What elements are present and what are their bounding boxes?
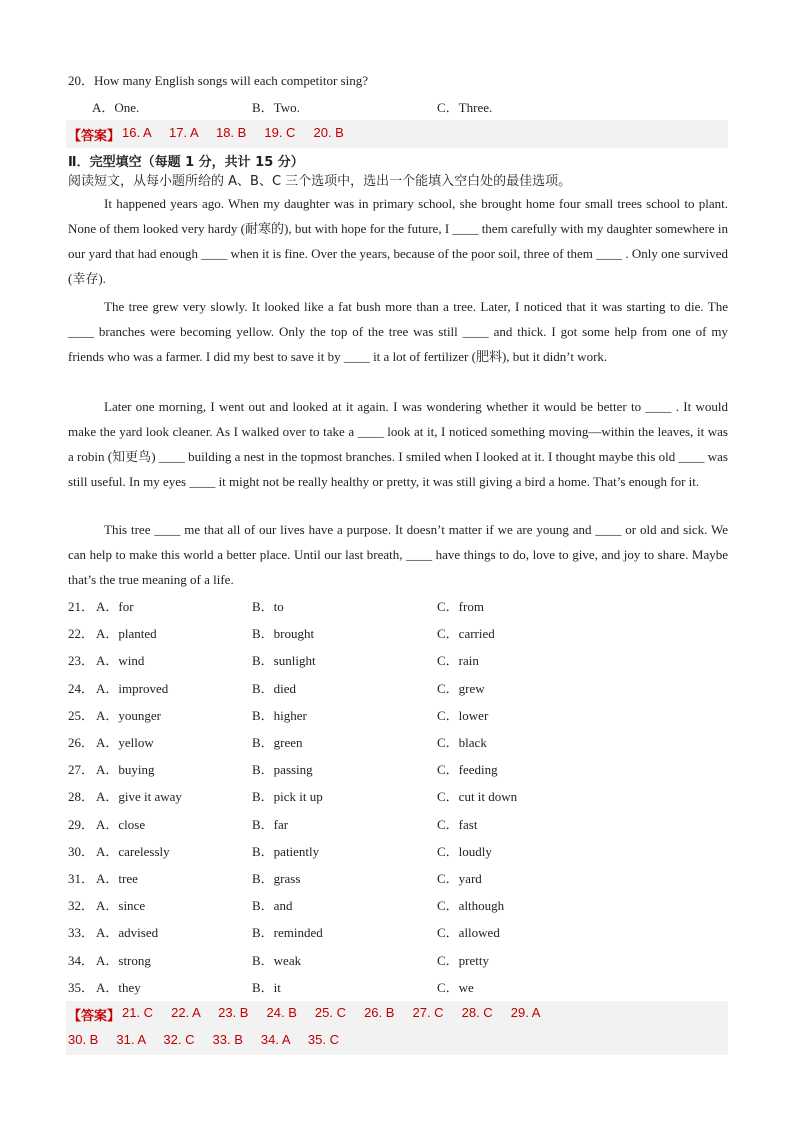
question-20-text: 20．How many English songs will each competitor sing? — [68, 73, 369, 88]
option-a: A．buying — [96, 762, 155, 777]
answer-line-1: 21. C 22. A 23. B 24. B 25. C 26. B 27. C 28. C 29. A — [122, 1005, 541, 1020]
question-number: 34． — [68, 953, 95, 968]
q20-option-c: C．Three. — [437, 100, 493, 115]
question-number: 32． — [68, 898, 95, 913]
answer-label: 【答案】 — [68, 1008, 121, 1023]
question-number: 27． — [68, 762, 95, 777]
section-title: Ⅱ．完型填空（每题 1 分，共计 15 分） — [68, 155, 304, 170]
option-a: A．they — [96, 980, 141, 995]
q20-option-b: B．Two. — [252, 100, 300, 115]
question-number: 33． — [68, 925, 95, 940]
option-b: B．higher — [252, 708, 307, 723]
question-number: 23． — [68, 653, 95, 668]
answer-box-2 — [66, 1001, 728, 1055]
option-c: C．carried — [437, 626, 495, 641]
answer-text: 16. A 17. A 18. B 19. C 20. B — [122, 125, 344, 140]
q20-option-a: A．One. — [92, 100, 140, 115]
section-instruction: 阅读短文，从每小题所给的 A、B、C 三个选项中，选出一个能填入空白处的最佳选项。 — [68, 174, 572, 189]
option-b: B．brought — [252, 626, 315, 641]
option-a: A．close — [96, 817, 146, 832]
option-a: A．for — [96, 599, 134, 614]
question-number: 25． — [68, 708, 95, 723]
option-c: C．we — [437, 980, 474, 995]
option-b: B．pick it up — [252, 789, 323, 804]
option-b: B．patiently — [252, 844, 320, 859]
passage-paragraph-1: It happened years ago. When my daughter was in primary school, she brought home four small trees school to plant. None of them looked very hardy (耐寒的), but with hope for the future, I ____ them carefully with my daughter somewhere in our yard that had enough ____ when it is fine. Over the years, because of the poor soil, three of them ____ . Only one survived (幸存). — [68, 196, 728, 286]
option-a: A．younger — [96, 708, 161, 723]
option-a: A．planted — [96, 626, 157, 641]
question-number: 21． — [68, 599, 95, 614]
option-a: A．carelessly — [96, 844, 170, 859]
passage-paragraph-4: This tree ____ me that all of our lives have a purpose. It doesn’t matter if we are young and ____ or old and sick. We can help to make this world a better place. Until our last breath, ____ have things to do, love to give, and joy to share. Maybe that’s the true meaning of a life. — [68, 522, 728, 587]
question-number: 26． — [68, 735, 95, 750]
option-a: A．advised — [96, 925, 159, 940]
option-b: B．passing — [252, 762, 313, 777]
question-number: 35． — [68, 980, 95, 995]
option-c: C．fast — [437, 817, 478, 832]
option-b: B．weak — [252, 953, 302, 968]
answer-line-2: 30. B 31. A 32. C 33. B 34. A 35. C — [68, 1032, 339, 1047]
option-a: A．since — [96, 898, 146, 913]
option-c: C．grew — [437, 681, 485, 696]
option-c: C．feeding — [437, 762, 498, 777]
option-a: A．wind — [96, 653, 145, 668]
option-a: A．yellow — [96, 735, 154, 750]
option-a: A．tree — [96, 871, 138, 886]
option-b: B．it — [252, 980, 281, 995]
option-b: B．sunlight — [252, 653, 316, 668]
option-a: A．improved — [96, 681, 169, 696]
option-c: C．rain — [437, 653, 479, 668]
option-b: B．far — [252, 817, 289, 832]
option-c: C．black — [437, 735, 487, 750]
question-number: 29． — [68, 817, 95, 832]
option-b: B．grass — [252, 871, 301, 886]
question-number: 24． — [68, 681, 95, 696]
option-b: B．died — [252, 681, 297, 696]
answer-box-1 — [66, 120, 728, 148]
option-a: A．give it away — [96, 789, 182, 804]
question-number: 31． — [68, 871, 95, 886]
answer-label: 【答案】 — [68, 128, 121, 143]
passage-paragraph-3: Later one morning, I went out and looked at it again. I was wondering whether it would be better to ____ . It would make the yard look cleaner. As I walked over to take a ____ look at it, I noticed something moving—within the leaves, it was a robin (知更鸟) ____ building a nest in the topmost branches. I smiled when I looked at it. I thought maybe this old ____ was still useful. In my eyes ____ it might not be really healthy or pretty, it was still giving a bird a home. That’s enough for it. — [68, 399, 728, 489]
option-b: B．to — [252, 599, 284, 614]
question-number: 30． — [68, 844, 95, 859]
question-number: 28． — [68, 789, 95, 804]
option-b: B．green — [252, 735, 303, 750]
option-c: C．lower — [437, 708, 489, 723]
question-number: 22． — [68, 626, 95, 641]
option-c: C．cut it down — [437, 789, 518, 804]
option-c: C．pretty — [437, 953, 489, 968]
option-b: B．and — [252, 898, 293, 913]
option-b: B．reminded — [252, 925, 323, 940]
passage-paragraph-2: The tree grew very slowly. It looked like a fat bush more than a tree. Later, I noticed that it was starting to die. The ____ branches were becoming yellow. Only the top of the tree was still ____ and thick. I got some help from one of my friends who was a farmer. I did my best to save it by ____ it a lot of fertilizer (肥料), but it didn’t work. — [68, 299, 728, 364]
option-a: A．strong — [96, 953, 151, 968]
option-c: C．loudly — [437, 844, 492, 859]
option-c: C．from — [437, 599, 484, 614]
option-c: C．yard — [437, 871, 482, 886]
option-c: C．allowed — [437, 925, 500, 940]
option-c: C．although — [437, 898, 505, 913]
